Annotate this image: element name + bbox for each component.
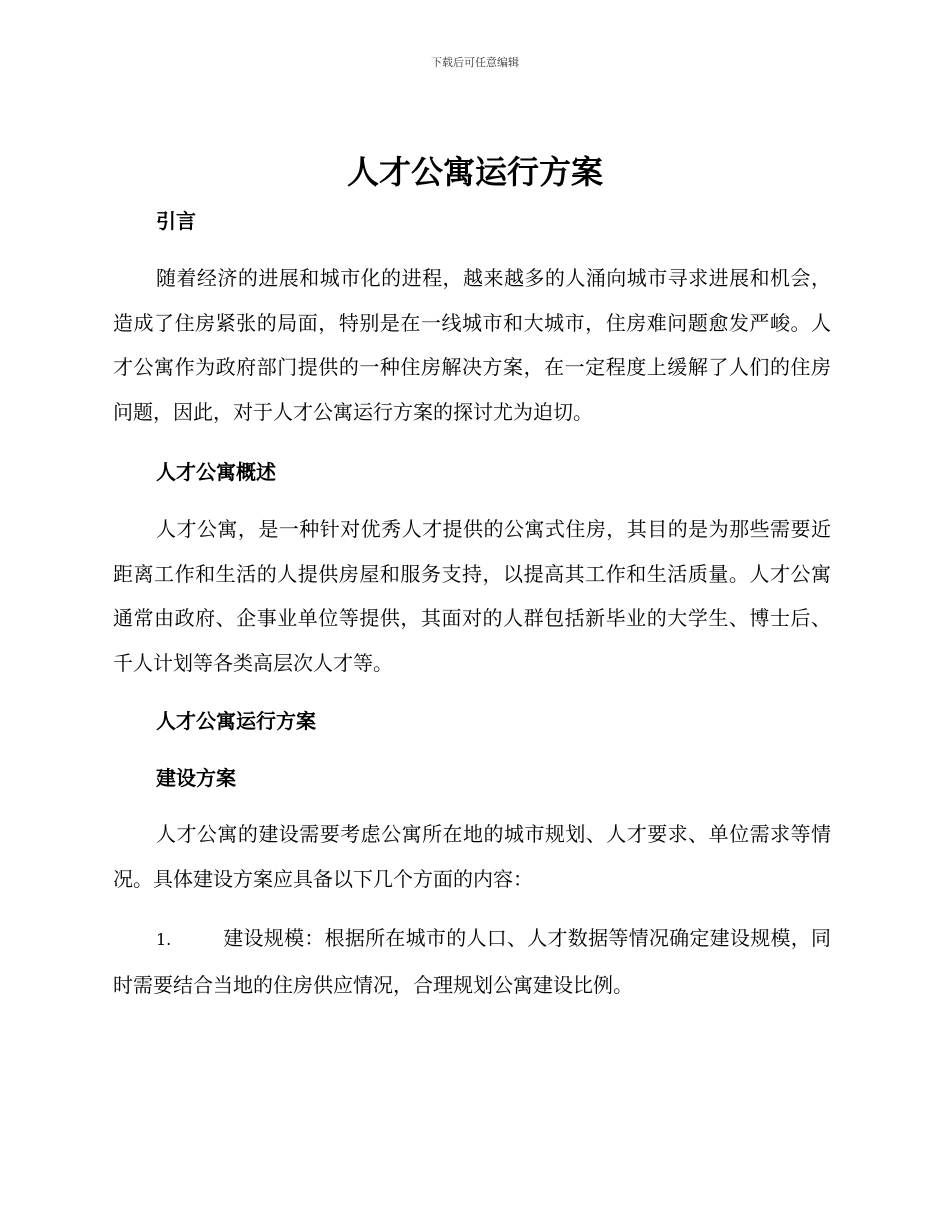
section-heading-overview: 人才公寓概述 bbox=[156, 460, 276, 484]
list-item-number: 1. bbox=[156, 930, 172, 949]
document-title: 人才公寓运行方案 bbox=[346, 153, 603, 191]
section-heading-intro: 引言 bbox=[156, 209, 196, 233]
section-heading-build: 建设方案 bbox=[156, 766, 236, 790]
list-item bbox=[113, 916, 831, 1007]
paragraph-overview: 人才公寓，是一种针对优秀人才提供的公寓式住房，其目的是为那些需要近距离工作和生活的人提供房屋和服务支持，以提高其工作和生活质量。人才公寓通常由政府、企事业单位等提供，其面对的人群包括新毕业的大学生、博士后、千人计划等各类高层次人才等。 bbox=[113, 517, 831, 675]
paragraph-build: 人才公寓的建设需要考虑公寓所在地的城市规划、人才要求、单位需求等情况。具体建设方案应具备以下几个方面的内容： bbox=[113, 822, 831, 891]
list-item-text: 建设规模：根据所在城市的人口、人才数据等情况确定建设规模，同时需要结合当地的住房供应情况，合理规划公寓建设比例。 bbox=[113, 926, 831, 997]
paragraph-intro: 随着经济的进展和城市化的进程，越来越多的人涌向城市寻求进展和机会，造成了住房紧张的局面，特别是在一线城市和大城市，住房难问题愈发严峻。人才公寓作为政府部门提供的一种住房解决方案，在一定程度上缓解了人们的住房问题，因此，对于人才公寓运行方案的探讨尤为迫切。 bbox=[113, 266, 831, 424]
header-note: 下载后可任意编辑 bbox=[431, 56, 519, 69]
section-heading-plan: 人才公寓运行方案 bbox=[156, 709, 316, 733]
